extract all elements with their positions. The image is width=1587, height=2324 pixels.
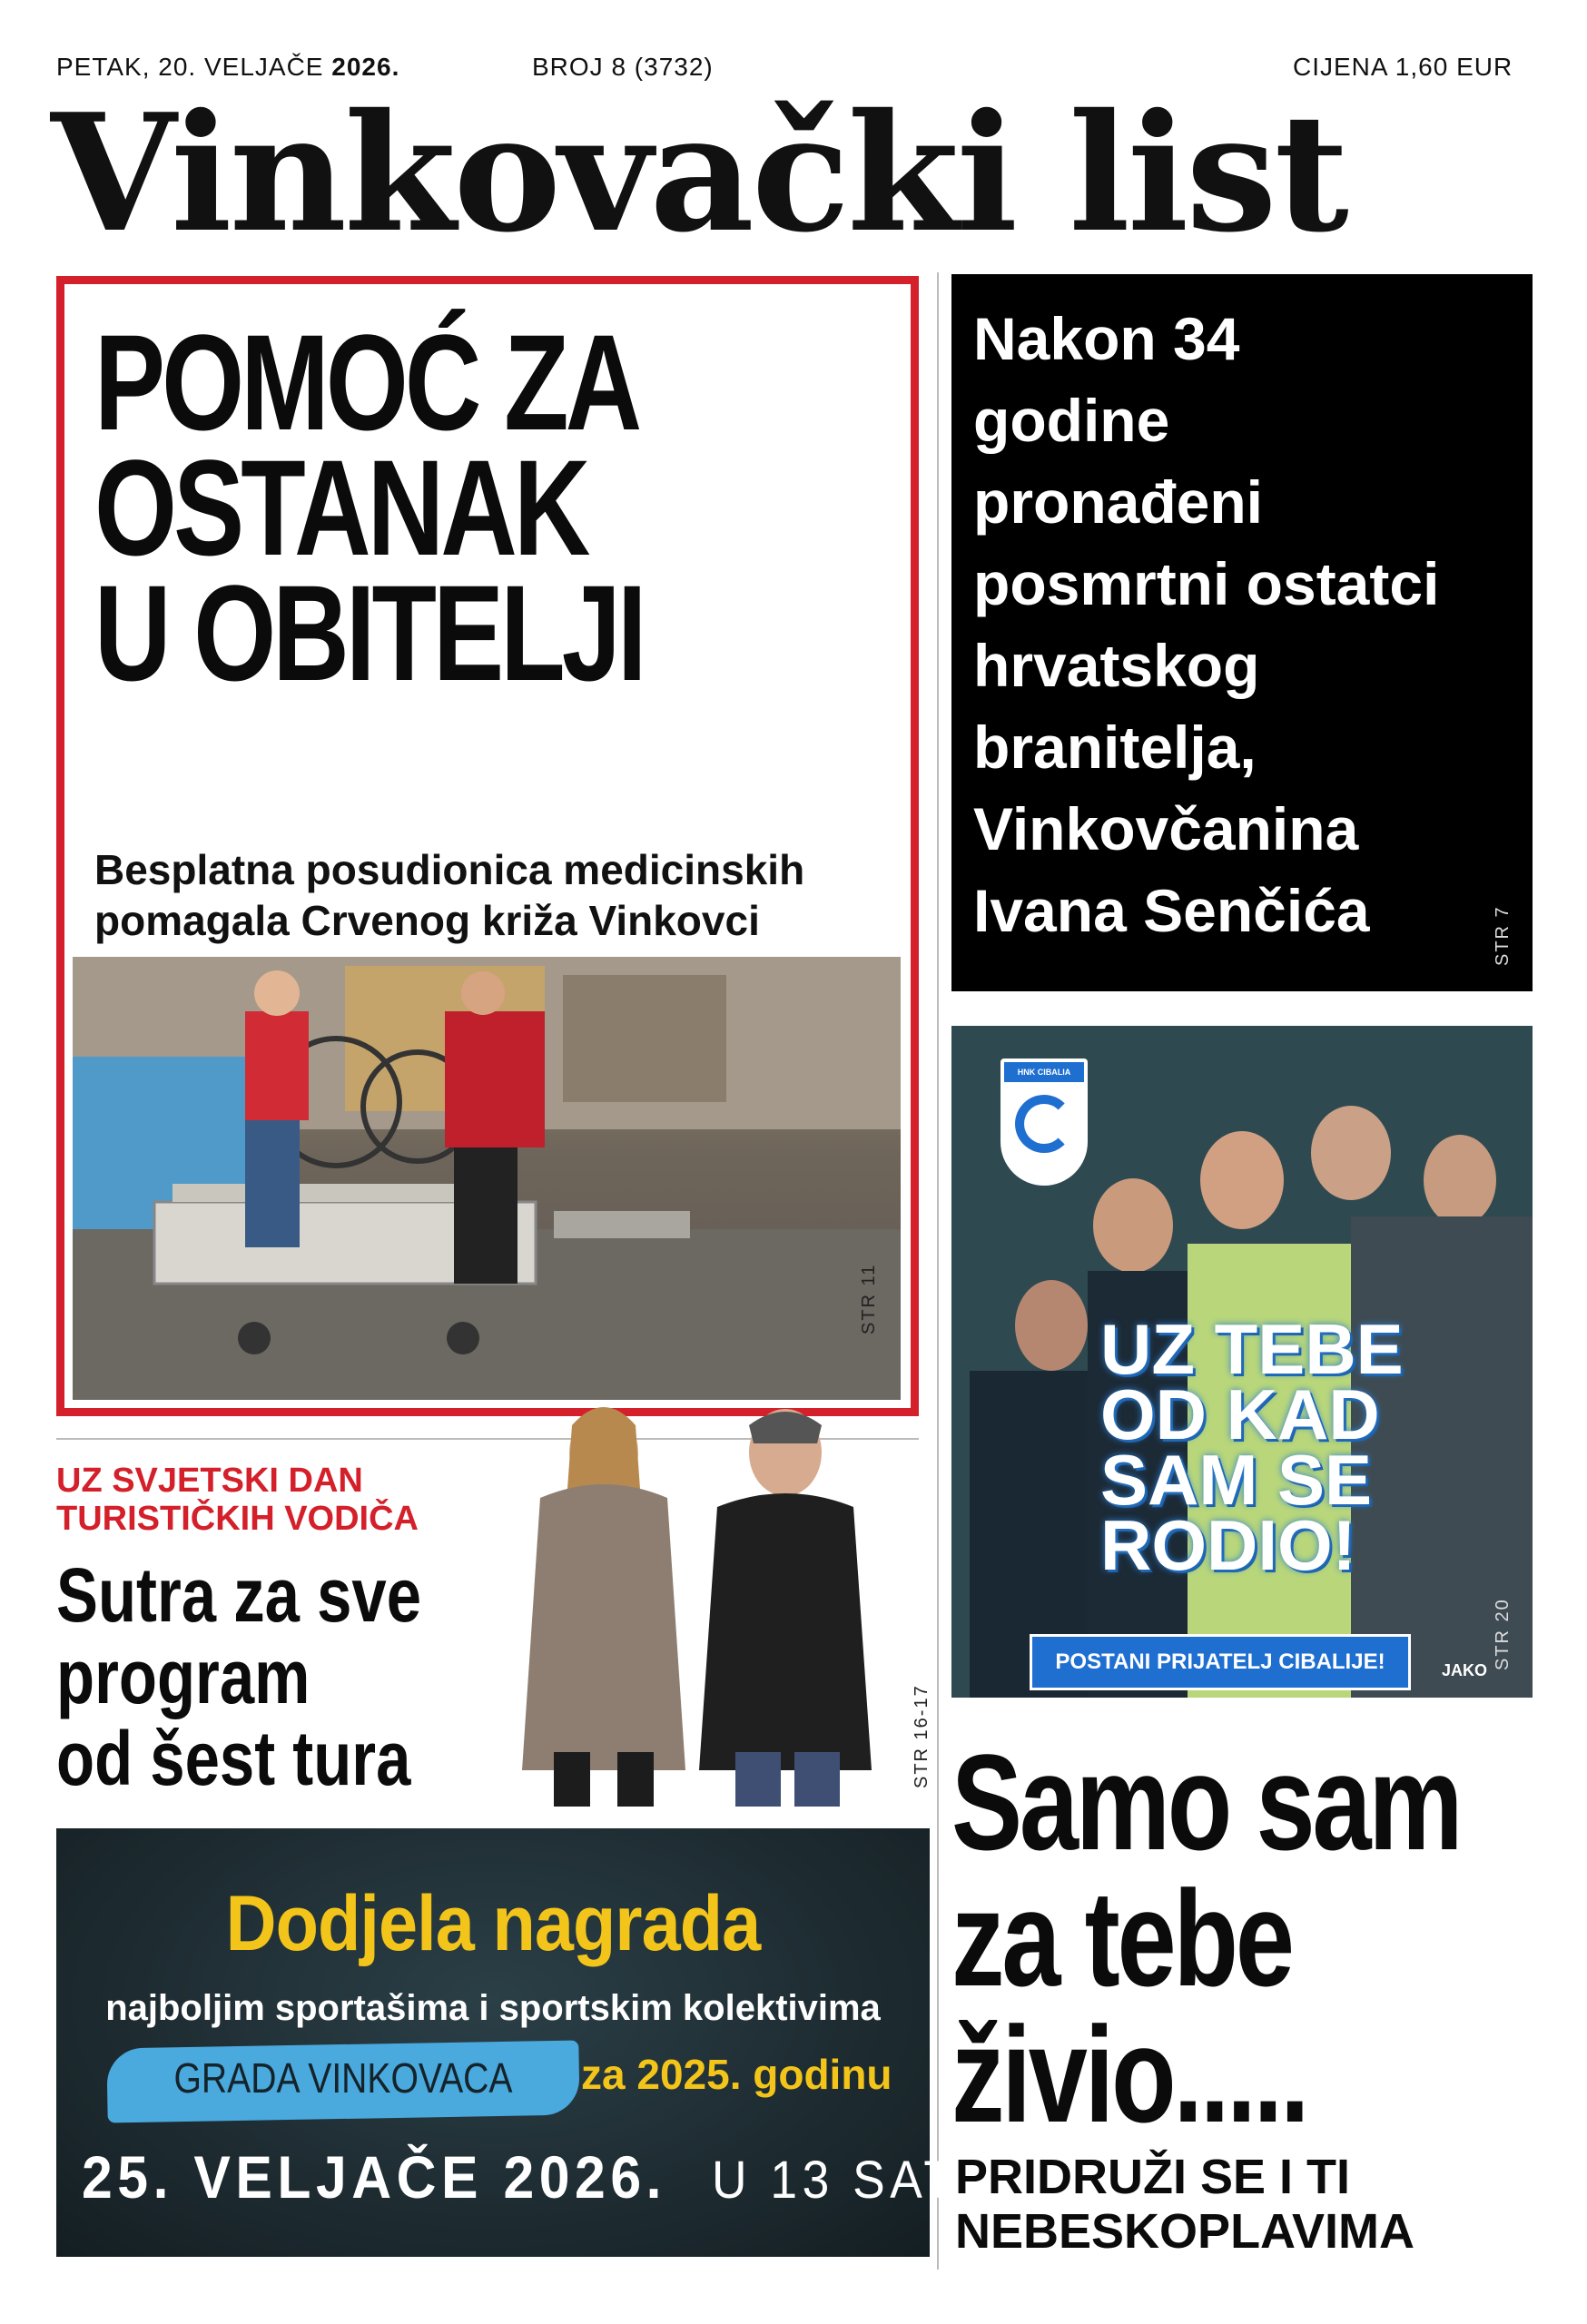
black-story-page-ref: STR 7 (1493, 905, 1513, 966)
slogan-line: UZ TEBE (1100, 1309, 1404, 1389)
tourism-headline[interactable] (56, 1554, 443, 1799)
newspaper-title[interactable]: Vinkovački list (51, 78, 1346, 268)
column-divider (937, 272, 939, 2270)
black-headline-line: pronađeni (973, 468, 1264, 536)
kicker-line: UZ SVJETSKI DAN (56, 1462, 363, 1500)
lead-subtitle (94, 844, 912, 946)
slogan-line: SAM SE (1100, 1440, 1373, 1520)
tourism-page-ref: STR 16-17 (912, 1684, 932, 1788)
samo-subtitle (955, 2150, 1536, 2259)
medical-aids-warehouse-icon (73, 957, 901, 1400)
date-year: 2026. (331, 53, 400, 81)
black-headline-line: posmrtni ostatci (973, 550, 1440, 617)
awards-year: za 2025. godinu (581, 2051, 892, 2098)
date-prefix: PETAK, 20. VELJAČE (56, 53, 324, 81)
lead-page-ref: STR 11 (859, 1263, 879, 1334)
slogan-line: RODIO! (1100, 1505, 1356, 1585)
ad-page-ref: STR 20 (1493, 1598, 1513, 1670)
black-headline-line: Nakon 34 (973, 305, 1240, 372)
two-people-portrait-icon (490, 1389, 908, 1807)
samo-headline-line: Samo sam (951, 1726, 1461, 1878)
samo-headline-line: živio..... (951, 1998, 1307, 2151)
lead-subtitle-line: Besplatna posudionica medicinskih (94, 846, 805, 893)
black-headline-line: Vinkovčanina (973, 795, 1359, 862)
club-crest-label: HNK CIBALIA VINKOVCI (1004, 1062, 1084, 1082)
tourism-kicker (56, 1462, 565, 1538)
awards-subtitle: najboljim sportašima i sportskim kolektivima (105, 1988, 881, 2028)
black-headline-line: branitelja, (973, 714, 1257, 781)
kit-brand: JAKO (1442, 1661, 1488, 1679)
lead-headline-line: U OBITELJI (94, 556, 644, 709)
samo-sub-line: NEBESKOPLAVIMA (955, 2204, 1415, 2259)
black-headline-line: Ivana Senčića (973, 877, 1370, 944)
become-friend-button[interactable]: POSTANI PRIJATELJ CIBALIJE! (1030, 1634, 1411, 1690)
black-story-headline (973, 298, 1518, 951)
samo-headline-line: za tebe (951, 1862, 1292, 2014)
lead-subtitle-line: pomagala Crvenog križa Vinkovci (94, 897, 760, 944)
awards-date: 25. VELJAČE 2026. (82, 2143, 666, 2211)
tourism-headline-line: od šest tura (56, 1716, 411, 1801)
crest-ring-icon (1015, 1095, 1073, 1153)
lead-headline-line: POMOĆ ZA (94, 306, 639, 458)
slogan-line: OD KAD (1100, 1374, 1380, 1454)
club-crest (1000, 1059, 1088, 1186)
issue-number: BROJ 8 (3732) (532, 53, 714, 81)
tourist-guides-photo[interactable] (490, 1389, 908, 1807)
awards-date-line (82, 2142, 977, 2211)
lead-headline[interactable] (94, 306, 732, 709)
black-headline-line: godine (973, 387, 1170, 454)
awards-time: U 13 SATI (711, 2151, 977, 2210)
kicker-line: TURISTIČKIH VODIČA (56, 1500, 419, 1538)
samo-headline[interactable] (951, 1726, 1461, 2151)
tourism-headline-line: program (56, 1634, 310, 1719)
lead-photo[interactable] (73, 957, 901, 1400)
ad-slogan (1100, 1309, 1464, 1585)
awards-title: Dodjela nagrada (225, 1880, 761, 1967)
black-headline-line: hrvatskog (973, 632, 1260, 699)
lead-headline-line: OSTANAK (94, 431, 587, 584)
awards-city: GRADA VINKOVACA (173, 2054, 513, 2102)
tourism-headline-line: Sutra za sve (56, 1552, 422, 1638)
issue-price: CIJENA 1,60 EUR (1293, 53, 1513, 81)
samo-sub-line: PRIDRUŽI SE I TI (955, 2150, 1351, 2204)
